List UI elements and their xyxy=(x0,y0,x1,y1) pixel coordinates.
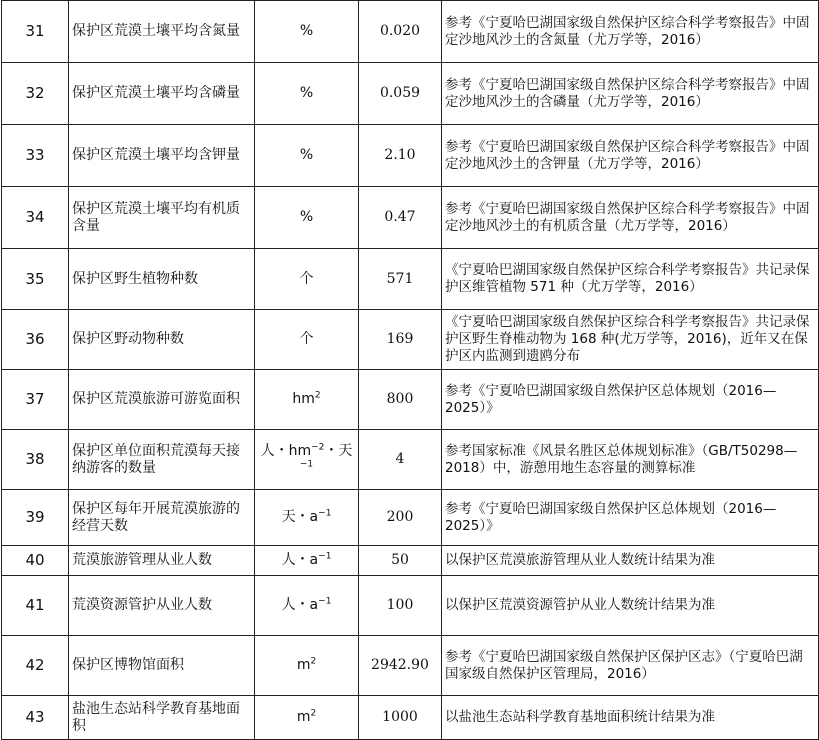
indicator-value: 4 xyxy=(359,430,442,490)
table-row xyxy=(2,1,819,63)
indicator-name: 保护区野动物种数 xyxy=(69,310,255,370)
row-number: 37 xyxy=(2,370,69,430)
row-number: 33 xyxy=(2,125,69,187)
row-number: 39 xyxy=(2,490,69,546)
row-number: 32 xyxy=(2,63,69,125)
unit-base: m xyxy=(296,709,311,725)
indicator-name: 保护区荒漠土壤平均有机质含量 xyxy=(69,187,255,249)
indicator-name: 保护区野生植物种数 xyxy=(69,249,255,310)
table-row xyxy=(2,187,819,249)
indicator-unit: % xyxy=(255,1,359,63)
indicator-unit: % xyxy=(255,187,359,249)
row-number: 31 xyxy=(2,1,69,63)
indicator-value: 50 xyxy=(359,546,442,576)
indicator-value: 2942.90 xyxy=(359,636,442,696)
indicator-unit: % xyxy=(255,125,359,187)
indicator-unit: % xyxy=(255,63,359,125)
unit-base: 人・a xyxy=(281,597,319,613)
indicator-value: 800 xyxy=(359,370,442,430)
unit-base: 天・a xyxy=(281,509,319,525)
unit-exponent: 2 xyxy=(314,390,321,401)
unit-exponent: 2 xyxy=(310,708,317,719)
indicator-unit xyxy=(255,370,359,430)
indicator-name: 保护区荒漠土壤平均含磷量 xyxy=(69,63,255,125)
indicator-source: 参考《宁夏哈巴湖国家级自然保护区综合科学考察报告》中固定沙地风沙土的含氮量（尤万学等，2016） xyxy=(442,1,819,63)
indicator-source: 参考《宁夏哈巴湖国家级自然保护区综合科学考察报告》中固定沙地风沙土的含钾量（尤万学等，2016） xyxy=(442,125,819,187)
indicator-name: 荒漠旅游管理从业人数 xyxy=(69,546,255,576)
indicator-name: 保护区每年开展荒漠旅游的经营天数 xyxy=(69,490,255,546)
indicator-source: 参考《宁夏哈巴湖国家级自然保护区保护区志》（宁夏哈巴湖国家级自然保护区管理局，2016） xyxy=(442,636,819,696)
row-number: 40 xyxy=(2,546,69,576)
indicator-source: 《宁夏哈巴湖国家级自然保护区综合科学考察报告》共记录保护区维管植物 571 种（尤万学等，2016） xyxy=(442,249,819,310)
table-row xyxy=(2,696,819,740)
table-row xyxy=(2,576,819,636)
indicator-value: 2.10 xyxy=(359,125,442,187)
indicator-unit xyxy=(255,696,359,740)
table-row xyxy=(2,430,819,490)
row-number: 35 xyxy=(2,249,69,310)
indicator-source: 以保护区荒漠资源管护从业人数统计结果为准 xyxy=(442,576,819,636)
indicator-unit xyxy=(255,636,359,696)
indicator-name: 荒漠资源管护从业人数 xyxy=(69,576,255,636)
indicator-source: 参考《宁夏哈巴湖国家级自然保护区综合科学考察报告》中固定沙地风沙土的含磷量（尤万学等，2016） xyxy=(442,63,819,125)
table-row xyxy=(2,63,819,125)
unit-base: m xyxy=(296,657,311,673)
indicator-value: 0.47 xyxy=(359,187,442,249)
indicator-unit xyxy=(255,576,359,636)
indicator-source: 参考国家标准《风景名胜区总体规划标准》（GB/T50298—2018）中，游憩用地生态容量的测算标准 xyxy=(442,430,819,490)
unit-exponent: −2 xyxy=(311,441,325,452)
indicator-source: 参考《宁夏哈巴湖国家级自然保护区总体规划（2016—2025）》 xyxy=(442,370,819,430)
unit-exponent: −1 xyxy=(318,596,332,607)
unit-base: 人・hm xyxy=(260,442,312,459)
row-number: 36 xyxy=(2,310,69,370)
indicator-name: 盐池生态站科学教育基地面积 xyxy=(69,696,255,740)
indicator-table xyxy=(1,0,819,740)
table-row xyxy=(2,636,819,696)
indicator-name: 保护区荒漠土壤平均含钾量 xyxy=(69,125,255,187)
indicator-value: 100 xyxy=(359,576,442,636)
indicator-unit xyxy=(255,430,359,490)
table-row xyxy=(2,546,819,576)
indicator-value: 571 xyxy=(359,249,442,310)
row-number: 42 xyxy=(2,636,69,696)
row-number: 43 xyxy=(2,696,69,740)
indicator-value: 169 xyxy=(359,310,442,370)
indicator-name: 保护区荒漠旅游可游览面积 xyxy=(69,370,255,430)
indicator-source: 《宁夏哈巴湖国家级自然保护区综合科学考察报告》共记录保护区野生脊椎动物为 168 种(尤万学等，2016)，近年又在保护区内监测到遗鸥分布 xyxy=(442,310,819,370)
table-row xyxy=(2,125,819,187)
indicator-name: 保护区博物馆面积 xyxy=(69,636,255,696)
unit-exponent: −1 xyxy=(318,551,332,562)
row-number: 34 xyxy=(2,187,69,249)
unit-base: hm xyxy=(292,391,315,407)
unit-exponent: −1 xyxy=(318,508,332,519)
table-row xyxy=(2,370,819,430)
indicator-source: 参考《宁夏哈巴湖国家级自然保护区总体规划（2016—2025）》 xyxy=(442,490,819,546)
indicator-source: 参考《宁夏哈巴湖国家级自然保护区综合科学考察报告》中固定沙地风沙土的有机质含量（尤万学等，2016） xyxy=(442,187,819,249)
table-row xyxy=(2,310,819,370)
indicator-unit xyxy=(255,546,359,576)
unit-exponent: −1 xyxy=(299,458,314,469)
indicator-name: 保护区单位面积荒漠每天接纳游客的数量 xyxy=(69,430,255,490)
row-number: 41 xyxy=(2,576,69,636)
indicator-source: 以盐池生态站科学教育基地面积统计结果为准 xyxy=(442,696,819,740)
row-number: 38 xyxy=(2,430,69,490)
indicator-unit: 个 xyxy=(255,310,359,370)
unit-base: ・天 xyxy=(324,442,353,459)
indicator-value: 1000 xyxy=(359,696,442,740)
table-row xyxy=(2,249,819,310)
indicator-value: 0.059 xyxy=(359,63,442,125)
indicator-value: 0.020 xyxy=(359,1,442,63)
indicator-unit: 个 xyxy=(255,249,359,310)
indicator-name: 保护区荒漠土壤平均含氮量 xyxy=(69,1,255,63)
unit-base: 人・a xyxy=(281,552,319,568)
table-row xyxy=(2,490,819,546)
unit-exponent: 2 xyxy=(310,656,317,667)
indicator-value: 200 xyxy=(359,490,442,546)
indicator-source: 以保护区荒漠旅游管理从业人数统计结果为准 xyxy=(442,546,819,576)
indicator-unit xyxy=(255,490,359,546)
